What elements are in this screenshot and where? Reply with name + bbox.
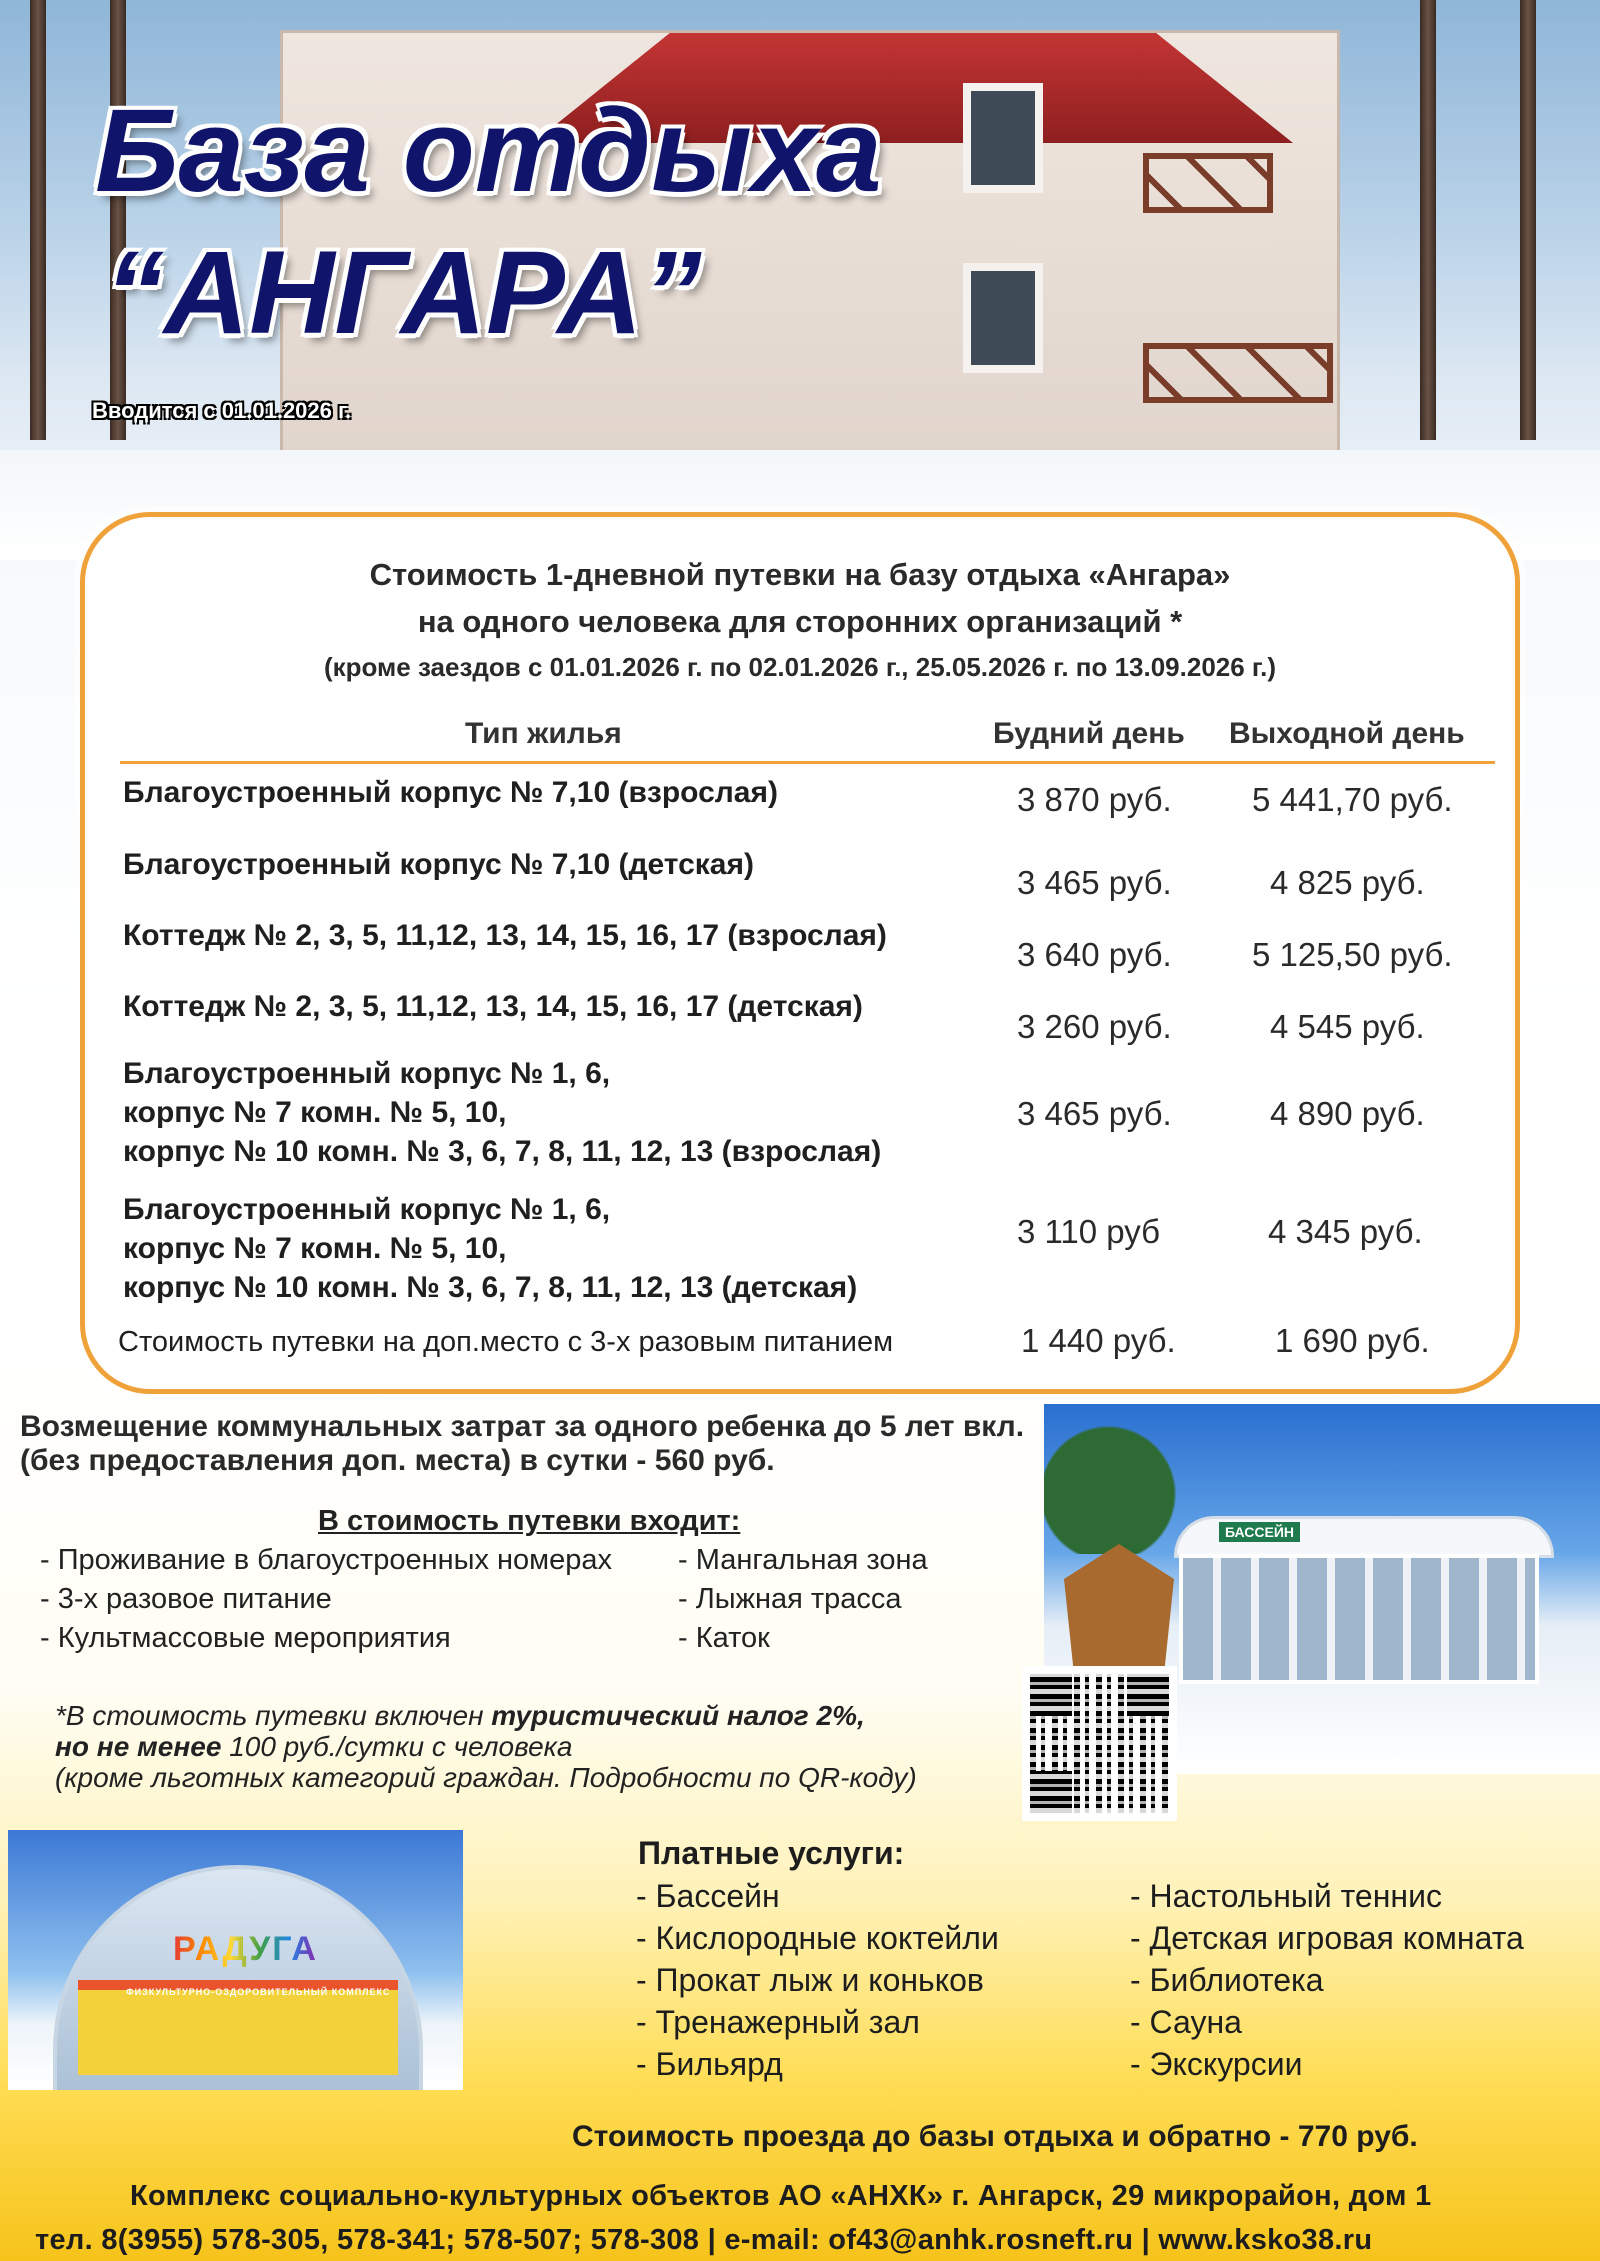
- communal-note: [20, 1410, 1024, 1478]
- title-line-2: “АНГАРА”: [105, 226, 702, 359]
- included-item: - Лыжная трасса: [678, 1583, 902, 1615]
- included-title: В стоимость путевки входит:: [318, 1505, 741, 1537]
- tax-line-3: (кроме льготных категорий граждан. Подробности по QR-коду): [55, 1762, 917, 1793]
- col-header-type: Тип жилья: [465, 717, 622, 750]
- pool-sign: БАССЕЙН: [1219, 1522, 1300, 1542]
- raduga-subtitle: ФИЗКУЛЬТУРНО-ОЗДОРОВИТЕЛЬНЫЙ КОМПЛЕКС: [126, 1987, 391, 1997]
- row-weekend: 4 890 руб.: [1270, 1095, 1425, 1132]
- footer-address: Комплекс социально-культурных объектов АО «АНХК» г. Ангарск, 29 микрорайон, дом 1: [130, 2180, 1432, 2212]
- qr-code-icon: [1030, 1674, 1169, 1813]
- house-window: [963, 83, 1043, 193]
- price-card: [80, 512, 1520, 1394]
- title-line-1: База отдыха: [95, 85, 882, 217]
- communal-price: 560 руб.: [654, 1444, 775, 1477]
- balcony-rail: [1143, 153, 1273, 213]
- trees-image: [1044, 1404, 1204, 1554]
- row-weekday: 3 640 руб.: [1017, 936, 1172, 973]
- paid-service-item: - Бильярд: [636, 2046, 783, 2082]
- col-header-weekend: Выходной день: [1229, 717, 1465, 750]
- row-weekday: 3 465 руб.: [1017, 1095, 1172, 1132]
- row-name: Благоустроенный корпус № 7,10 (взрослая): [123, 776, 778, 809]
- pool-building: [1179, 1554, 1539, 1684]
- paid-service-item: - Настольный теннис: [1130, 1878, 1442, 1914]
- tax-rate: туристический налог 2%,: [491, 1700, 865, 1731]
- raduga-photo: [8, 1830, 463, 2090]
- row-name-line: корпус № 10 комн. № 3, 6, 7, 8, 11, 12, 13 (детская): [123, 1271, 858, 1304]
- row-weekend: 4 345 руб.: [1268, 1213, 1423, 1250]
- paid-service-item: - Детская игровая комната: [1130, 1920, 1524, 1956]
- page-title: [95, 85, 882, 359]
- included-item: - 3-х разовое питание: [40, 1583, 332, 1615]
- paid-services-title: Платные услуги:: [638, 1835, 905, 1871]
- card-exceptions: (кроме заездов с 01.01.2026 г. по 02.01.2026 г., 25.05.2026 г. по 13.09.2026 г.): [323, 652, 1277, 682]
- included-item: - Культмассовые мероприятия: [40, 1622, 451, 1654]
- row-name: Коттедж № 2, 3, 5, 11,12, 13, 14, 15, 16, 17 (взрослая): [123, 919, 887, 952]
- paid-service-item: - Тренажерный зал: [636, 2004, 920, 2040]
- tax-line-2: [55, 1731, 917, 1762]
- balcony-rail: [1143, 343, 1333, 403]
- row-name: Стоимость путевки на доп.место с 3-х разовым питанием: [118, 1326, 894, 1358]
- card-title: Стоимость 1-дневной путевки на базу отдыха «Ангара»: [369, 557, 1231, 592]
- paid-service-item: - Прокат лыж и коньков: [636, 1962, 984, 1998]
- communal-line-2: [20, 1444, 1024, 1478]
- row-name-line: Благоустроенный корпус № 1, 6,: [123, 1193, 611, 1226]
- raduga-logo: РАДУГА: [173, 1930, 318, 1968]
- paid-service-item: - Экскурсии: [1130, 2046, 1303, 2082]
- paid-service-item: - Сауна: [1130, 2004, 1242, 2040]
- card-subtitle: на одного человека для сторонних организаций *: [417, 604, 1183, 639]
- hero-photo: [0, 0, 1600, 560]
- row-weekday: 3 870 руб.: [1017, 781, 1172, 818]
- row-name: Коттедж № 2, 3, 5, 11,12, 13, 14, 15, 16, 17 (детская): [123, 990, 863, 1023]
- house-window: [963, 263, 1043, 373]
- row-name: Благоустроенный корпус № 7,10 (детская): [123, 848, 754, 881]
- row-weekend: 5 125,50 руб.: [1252, 936, 1453, 973]
- communal-line-1: Возмещение коммунальных затрат за одного ребенка до 5 лет вкл.: [20, 1410, 1025, 1443]
- row-weekend: 1 690 руб.: [1275, 1322, 1430, 1359]
- row-weekday: 3 110 руб: [1017, 1213, 1161, 1250]
- row-name-line: корпус № 7 комн. № 5, 10,: [123, 1096, 507, 1129]
- tax-text: *В стоимость путевки включен: [55, 1700, 492, 1731]
- tax-line-1: [55, 1700, 917, 1731]
- tax-min: 100 руб./сутки с человека: [229, 1731, 573, 1762]
- communal-text: (без предоставления доп. места) в сутки -: [20, 1444, 655, 1477]
- row-weekday: 3 260 руб.: [1017, 1008, 1172, 1045]
- row-weekend: 5 441,70 руб.: [1252, 781, 1453, 818]
- tree-trunk: [1520, 0, 1536, 440]
- row-weekday: 3 465 руб.: [1017, 864, 1172, 901]
- effective-date: Вводится с 01.01.2026 г.: [92, 398, 352, 423]
- gazebo-image: [1064, 1544, 1174, 1684]
- row-name-line: корпус № 10 комн. № 3, 6, 7, 8, 11, 12, 13 (взрослая): [123, 1135, 882, 1168]
- included-item: - Мангальная зона: [678, 1544, 928, 1576]
- row-weekend: 4 545 руб.: [1270, 1008, 1425, 1045]
- tree-trunk: [30, 0, 46, 440]
- col-header-weekday: Будний день: [993, 717, 1185, 750]
- footer-contacts[interactable]: тел. 8(3955) 578-305, 578-341; 578-507; 578-308 | e-mail: of43@anhk.rosneft.ru | www.ksko38.ru: [35, 2224, 1373, 2256]
- tax-min-label: но не менее: [55, 1731, 230, 1762]
- header-underline: [120, 761, 1495, 764]
- row-weekend: 4 825 руб.: [1270, 864, 1425, 901]
- tree-trunk: [1420, 0, 1436, 440]
- row-weekday: 1 440 руб.: [1021, 1322, 1176, 1359]
- paid-service-item: - Бассейн: [636, 1878, 780, 1914]
- tax-note: [55, 1700, 917, 1793]
- row-name-line: Благоустроенный корпус № 1, 6,: [123, 1057, 611, 1090]
- fare-note: Стоимость проезда до базы отдыха и обратно - 770 руб.: [572, 2120, 1418, 2153]
- qr-code[interactable]: [1022, 1666, 1177, 1821]
- paid-service-item: - Кислородные коктейли: [636, 1920, 999, 1956]
- included-item: - Каток: [678, 1622, 770, 1654]
- row-name-line: корпус № 7 комн. № 5, 10,: [123, 1232, 507, 1265]
- paid-service-item: - Библиотека: [1130, 1962, 1324, 1998]
- included-item: - Проживание в благоустроенных номерах: [40, 1544, 612, 1576]
